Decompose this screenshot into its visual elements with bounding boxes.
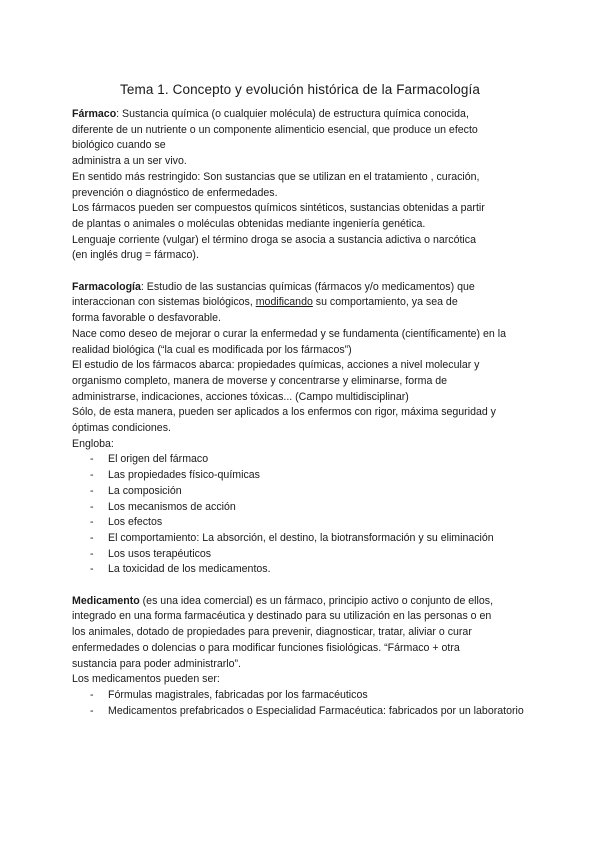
document-body xyxy=(72,107,532,719)
list-item xyxy=(72,688,532,704)
list-item xyxy=(72,500,532,516)
list-dash: - xyxy=(90,484,94,497)
list-item xyxy=(72,704,532,720)
farmacologia-line-9: Sólo, de esta manera, pueden ser aplicados a los enfermos con rigor, máxima seguridad y xyxy=(72,406,496,419)
list-item xyxy=(72,468,532,484)
list-dash: - xyxy=(90,688,94,701)
farmaco-def-line-3: biológico cuando se xyxy=(72,139,166,152)
farmaco-line-9: Lenguaje corriente (vulgar) el término droga se asocia a sustancia adictiva o narcótica xyxy=(72,233,476,246)
term-farmaco: Fármaco xyxy=(72,108,117,120)
list-item xyxy=(72,562,532,578)
farmacologia-line-2 xyxy=(72,295,532,311)
list-item-text: La toxicidad de los medicamentos. xyxy=(108,563,271,576)
farmacologia-line-7: organismo completo, manera de moverse y concentrarse y eliminarse, forma de xyxy=(72,374,448,387)
section-farmaco xyxy=(72,107,532,264)
section-farmacologia xyxy=(72,280,532,578)
list-item-text: Los efectos xyxy=(108,516,163,529)
list-item-text: Fórmulas magistrales, fabricadas por los farmacéuticos xyxy=(108,688,368,701)
page-title: Tema 1. Concepto y evolución histórica de la Farmacología xyxy=(120,82,480,97)
section-medicamento xyxy=(72,594,532,720)
list-item-text: El comportamiento: La absorción, el destino, la biotransformación y su eliminación xyxy=(108,531,494,544)
farmaco-line-10: (en inglés drug = fármaco). xyxy=(72,249,199,262)
farmacologia-line-3: forma favorable o desfavorable. xyxy=(72,312,221,325)
list-dash: - xyxy=(90,563,94,576)
farmacologia-line-10: óptimas condiciones. xyxy=(72,422,171,435)
tipos-label: Los medicamentos pueden ser: xyxy=(72,673,220,686)
medicamento-definition xyxy=(72,594,532,610)
list-item xyxy=(72,547,532,563)
term-medicamento: Medicamento xyxy=(72,594,140,607)
list-dash: - xyxy=(90,469,94,482)
list-dash: - xyxy=(90,531,94,544)
list-item xyxy=(72,515,532,531)
farmacologia-line-2b: su comportamiento, ya sea de xyxy=(312,296,458,309)
farmacologia-line-5: realidad biológica (“la cual es modificada por los fármacos”) xyxy=(72,343,352,356)
medicamento-line-2: integrado en una forma farmacéutica y destinado para su utilización en las personas o en xyxy=(72,610,492,623)
farmacologia-def-line-1: : Estudio de las sustancias químicas (fármacos y/o medicamentos) que xyxy=(140,280,475,293)
farmacologia-definition xyxy=(72,280,532,296)
list-dash: - xyxy=(90,704,94,717)
list-item-text: Los mecanismos de acción xyxy=(108,500,236,513)
engloba-list xyxy=(72,452,532,578)
list-item-text: Medicamentos prefabricados o Especialidad Farmacéutica: fabricados por un laboratorio xyxy=(108,704,524,717)
list-dash: - xyxy=(90,500,94,513)
medicamento-line-4: enfermedades o dolencias o para modificar funciones fisiológicas. “Fármaco + otra xyxy=(72,641,460,654)
list-item-text: La composición xyxy=(108,484,182,497)
farmacologia-line-8: administrarse, indicaciones, acciones tóxicas... (Campo multidisciplinar) xyxy=(72,390,409,403)
farmaco-def-line-2: diferente de un nutriente o un componente alimenticio esencial, que produce un efecto xyxy=(72,123,478,136)
term-farmacologia: Farmacología xyxy=(72,280,141,293)
list-item-text: El origen del fármaco xyxy=(108,453,209,466)
farmaco-line-8: de plantas o animales o moléculas obtenidas mediante ingeniería genética. xyxy=(72,217,426,230)
list-item xyxy=(72,452,532,468)
list-dash: - xyxy=(90,453,94,466)
farmacologia-line-4: Nace como deseo de mejorar o curar la enfermedad y se fundamenta (científicamente) en la xyxy=(72,327,506,340)
list-item xyxy=(72,484,532,500)
list-item-text: Las propiedades físico-químicas xyxy=(108,469,260,482)
medicamento-line-5: sustancia para poder administrarlo”. xyxy=(72,657,241,670)
farmaco-line-5: En sentido más restringido: Son sustancias que se utilizan en el tratamiento , curación, xyxy=(72,170,480,183)
medicamento-line-3: los animales, dotado de propiedades para prevenir, diagnosticar, tratar, aliviar o curar xyxy=(72,626,472,639)
farmaco-line-7: Los fármacos pueden ser compuestos químicos sintéticos, sustancias obtenidas a partir xyxy=(72,202,485,215)
medicamento-def-line-1: (es una idea comercial) es un fármaco, principio activo o conjunto de ellos, xyxy=(139,594,494,607)
farmaco-definition xyxy=(72,107,532,123)
list-item xyxy=(72,531,532,547)
farmaco-def-line-4: administra a un ser vivo. xyxy=(72,155,187,168)
list-item-text: Los usos terapéuticos xyxy=(108,547,212,560)
farmacologia-line-6: El estudio de los fármacos abarca: propiedades químicas, acciones a nivel molecular y xyxy=(72,359,480,372)
farmacologia-line-2a: interaccionan con sistemas biológicos, xyxy=(72,296,256,309)
farmaco-def-line-1: : Sustancia química (o cualquier molécula) de estructura química conocida, xyxy=(116,108,469,120)
list-dash: - xyxy=(90,516,94,529)
tipos-list xyxy=(72,688,532,719)
list-dash: - xyxy=(90,547,94,560)
farmaco-line-6: prevención o diagnóstico de enfermedades. xyxy=(72,186,278,199)
paragraph-gap xyxy=(72,264,532,280)
paragraph-gap xyxy=(72,578,532,594)
underlined-word: modificando xyxy=(255,296,313,309)
engloba-label: Engloba: xyxy=(72,437,114,450)
